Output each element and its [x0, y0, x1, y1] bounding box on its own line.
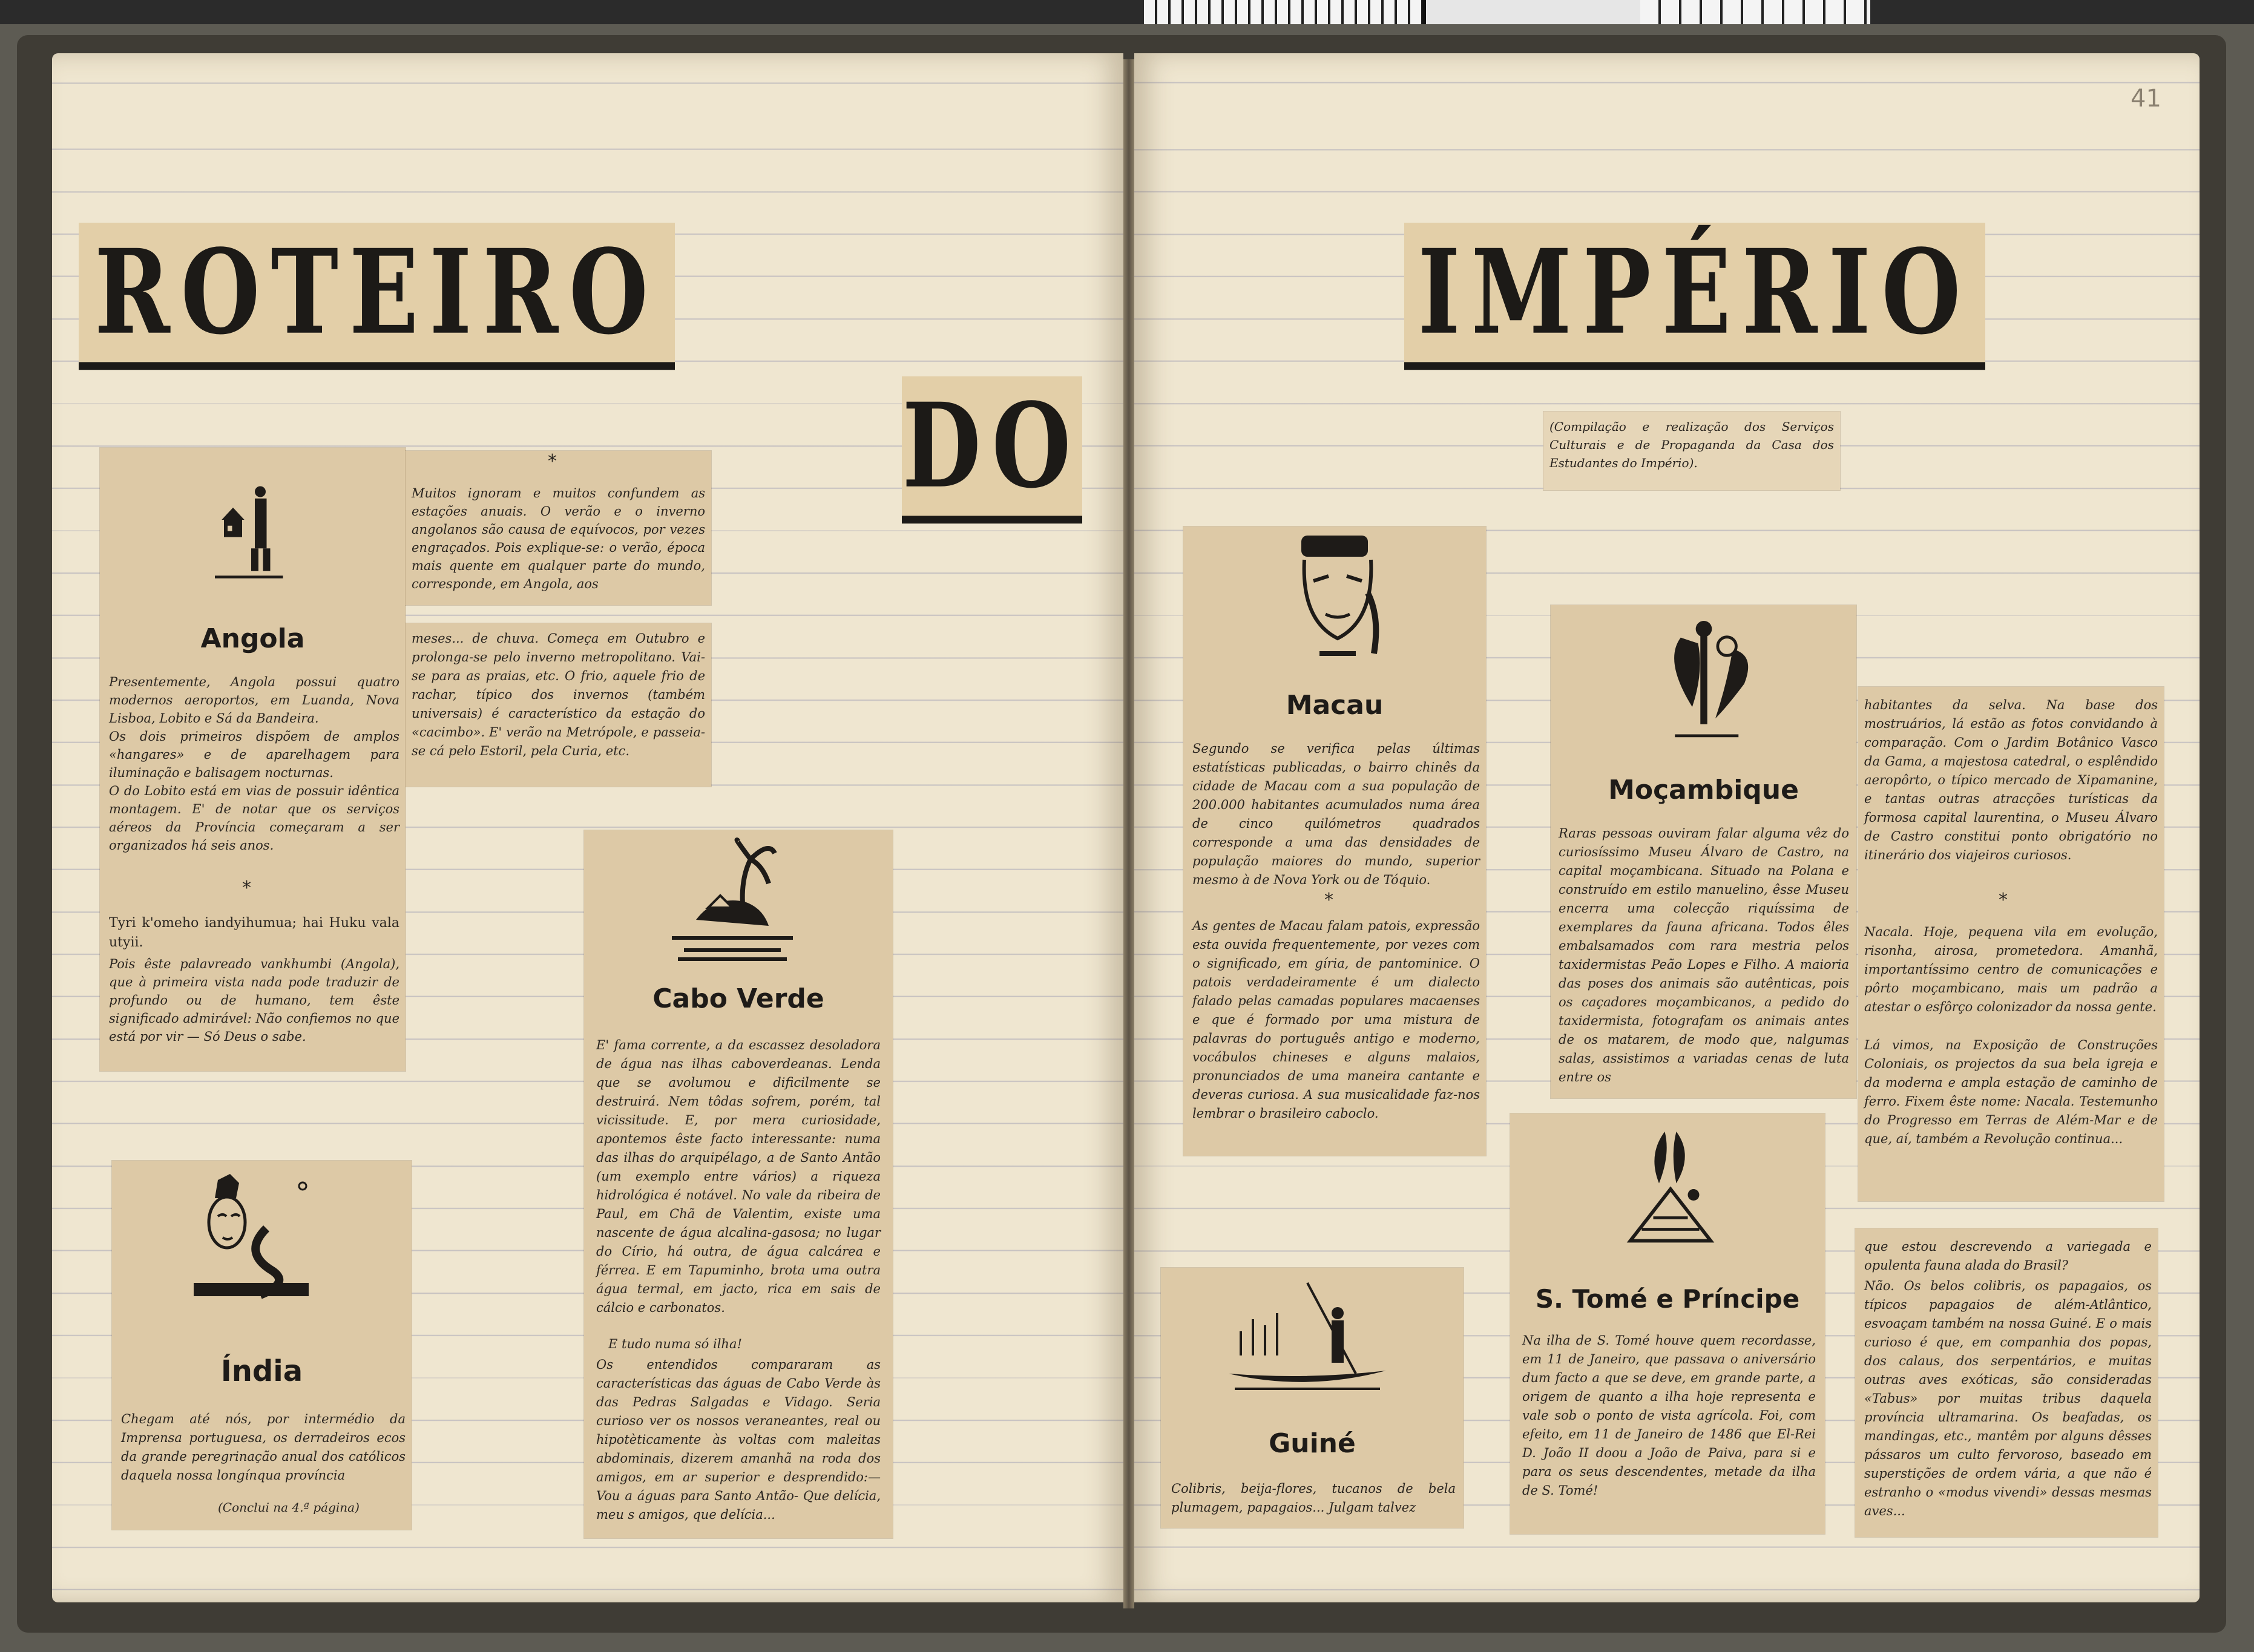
cabo-verde-text-2: E tudo numa só ilha!	[608, 1337, 742, 1351]
guine-text: Colibris, beija-flores, tucanos de bela plumagem, papagaios... Julgam talvez	[1171, 1481, 1456, 1515]
st-tome-illustration	[1613, 1126, 1728, 1253]
cabo-verde-illustration	[660, 835, 805, 968]
cabo-verde-heading: Cabo Verde	[652, 983, 824, 1014]
measuring-scale	[1640, 0, 1870, 24]
mocambique-illustration	[1640, 611, 1767, 756]
guine-continuation-text-2: Não. Os belos colibris, os papagaios, os típicos papagaios de além-Atlântico, esvoaçam também na nossa Guiné. E o mais curioso é que, em companhia dos popas, dos calaus, dos serpentários, e muitas outras aves exóticas, são consideradas «Tabus» por muitas tribus daquela província ultramarina. Os beafadas, os mandingas, etc., mantêm por alguns dêsses pássaros um culto fervoroso, baseado em superstições de ordem vária, a que não é estranho o «modus vivendi» dessas mesmas aves...	[1864, 1279, 2152, 1518]
india-illustration	[182, 1174, 315, 1307]
angola-climate-star: *	[548, 451, 557, 472]
angola-paragraph-2: Os dois primeiros dispõem de amplos «hangares» e de aparelhagem para iluminação e balisagem nocturnas.	[109, 729, 399, 780]
mocambique-continuation-text-3: Lá vimos, na Exposição de Construções Coloniais, os projectos da sua bela igreja e da moderna e ampla estação de caminho de ferro. Fixem êste nome: Nacala. Testemunho do Progresso em Terras de Além-Mar e de que, aí, também a Revolução continua...	[1864, 1038, 2158, 1146]
india-heading: Índia	[220, 1354, 303, 1388]
title-do: DO	[902, 376, 1082, 523]
credit-text: (Compilação e realização dos Serviços Culturais e de Propaganda da Casa dos Estudantes do Império).	[1549, 419, 1834, 470]
page-number: 41	[2131, 85, 2161, 113]
angola-illustration	[206, 460, 297, 605]
india-continuation-note: (Conclui na 4.ª página)	[218, 1500, 360, 1515]
angola-paragraph-1: Presentemente, Angola possui quatro modernos aeroportos, em Luanda, Nova Lisboa, Lobito e Sá da Bandeira.	[109, 675, 399, 726]
angola-heading: Angola	[200, 623, 305, 654]
angola-climate-text-1: Muitos ignoram e muitos confundem as estações anuais. O verão e o inverno angolanos são causa de equívocos, por vezes engraçados. Pois explique-se: o verão, época mais quente em qualquer parte do mundo, corresponde, em Angola, aos	[412, 486, 705, 591]
angola-climate-text-2: meses... de chuva. Começa em Outubro e prolonga-se pelo inverno metropolitano. Vai-se para as praias, etc. O frio, aquele frio de rachar, típico dos invernos (também universais) é característico da estação do «cacimbo». E' verão na Metrópole, e passeia-se cá pelo Estoril, pela Curia, etc.	[412, 631, 705, 758]
st-tome-text: Na ilha de S. Tomé houve quem recordasse, em 11 de Janeiro, que passava o aniversário dum facto a que se deve, em grande parte, a origem de quanto a ilha hoje representa e vale sob o ponto de vista agrícola. Foi, com efeito, em 11 de Janeiro de 1486 que El-Rei D. João II doou a João de Paiva, para si e para os seus descendentes, metade da ilha de S. Tomé!	[1522, 1333, 1816, 1498]
mocambique-paragraph-1: Raras pessoas ouviram falar alguma vêz do curiosíssimo Museu Álvaro de Castro, na capital moçambicana. Situado na Polana e construído em estilo manuelino, êsse Museu encerra uma colecção riquíssima de exemplares da fauna africana. Todos êles embalsamados com rara mestria pelos taxidermistas Peão Lopes e Filho. A maioria das poses dos animais são autênticas, pois os caçadores moçambicanos, a pedido do taxidermista, fotografam os animais antes de os matarem, de modo que, nalgumas salas, assistimos a variadas cenas de luta entre os	[1559, 826, 1849, 1084]
angola-paragraph-4: Tyri k'omeho iandyihumua; hai Huku vala utyii.	[109, 916, 399, 950]
angola-paragraph-5: Pois êste palavreado vankhumbi (Angola), que à primeira vista nada pode traduzir de profundo ou de humano, tem êste significado admirável: Não confiemos no que está por vir — Só Deus o sabe.	[109, 957, 399, 1044]
st-tome-heading: S. Tomé e Príncipe	[1535, 1284, 1800, 1314]
macau-heading: Macau	[1286, 690, 1384, 721]
angola-separator-star: *	[242, 877, 251, 899]
guine-continuation-text-1: que estou descrevendo a variegada e opulenta fauna alada do Brasil?	[1864, 1239, 2152, 1273]
cabo-verde-text-3: Os entendidos compararam as características das águas de Cabo Verde às das Pedras Salgadas e Vidago. Seria curioso ver os nossos veraneantes, real ou hipotèticamente às voltas com maleitas abdominais, dizerem amanhã na roda dos amigos, em ar superior e desprendido:— Vou a águas para Santo Antão- Que delícia, meu s amigos, que delícia...	[596, 1357, 881, 1522]
title-roteiro: ROTEIRO	[79, 223, 675, 370]
mocambique-continuation-text-2: Nacala. Hoje, pequena vila em evolução, risonha, airosa, prometedora. Amanhã, importantíssimo centro de comunicações e pôrto moçambicano, mais um padrão a atestar o esfôrço colonizador da nossa gente.	[1864, 925, 2158, 1014]
guine-heading: Guiné	[1269, 1428, 1356, 1459]
grey-scale-card	[1422, 0, 1644, 24]
book-spine	[1123, 59, 1134, 1608]
mocambique-separator-star: *	[1999, 890, 2008, 911]
mocambique-heading: Moçambique	[1608, 775, 1799, 805]
india-text: Chegam até nós, por intermédio da Imprensa portuguesa, os derradeiros ecos da grande peregrinação anual dos católicos daquela nossa longínqua província	[121, 1412, 406, 1483]
macau-paragraph-2: As gentes de Macau falam patois, expressão esta ouvida frequentemente, por vezes com o significado, em gíria, de pantominice. O patois verdadeiramente é um dialecto falado pelas camadas populares macaenses e que é formado por uma mistura de palavras do português antigo e moderno, vocábulos chineses e alguns malaios, pronunciados de uma maneira cantante e deveras curiosa. A sua musicalidade faz-nos lembrar o brasileiro caboclo.	[1192, 919, 1480, 1121]
color-scale-ruler	[1144, 0, 1422, 24]
title-imperio: IMPÉRIO	[1404, 223, 1985, 370]
guine-illustration	[1217, 1277, 1398, 1398]
angola-paragraph-3: O do Lobito está em vias de possuir idêntica montagem. E' de notar que os serviços aéreos da Província começaram a ser organizados há seis anos.	[109, 784, 399, 853]
macau-illustration	[1277, 533, 1398, 672]
macau-paragraph-1: Segundo se verifica pelas últimas estatísticas publicadas, o bairro chinês da cidade de Macau com a sua população de 200.000 habitantes acumulados numa área de cinco quilómetros quadrados corresponde a uma das densidades de população maiores do mundo, superior mesmo à de Nova York ou de Tóquio.	[1192, 741, 1480, 887]
mocambique-continuation-text-1: habitantes da selva. Na base dos mostruários, lá estão as fotos convidando à comparação. Com o Jardim Botânico Vasco da Gama, a majestosa catedral, o esplêndido aeropôrto, o típico mercado de Xipamanine, e tantas outras atracções turísticas da formosa capital laurentina, o Museu Álvaro de Castro constitui ponto obrigatório no itinerário dos viajeiros curiosos.	[1864, 698, 2158, 862]
archive-top-bar	[0, 0, 2254, 24]
macau-separator-star: *	[1324, 890, 1333, 911]
cabo-verde-text-1: E' fama corrente, a da escassez desoladora de água nas ilhas caboverdeanas. Lenda que se avolumou e dificilmente se destruirá. Nem tôdas sofrem, porém, tal vicissitude. E, por mera curiosidade, apontemos êste facto interessante: numa das ilhas do arquipélago, a de Santo Antão (um exemplo entre vários) a riqueza hidrológica é notável. No vale da ribeira de Paul, em Chã de Valentim, existe uma nascente de água alcalina-gasosa; no lugar do Círio, há outra, de água calcárea e férrea. E em Tapuminho, brota uma outra água termal, em jacto, rica em sais de cálcio e carbonatos.	[596, 1038, 881, 1315]
